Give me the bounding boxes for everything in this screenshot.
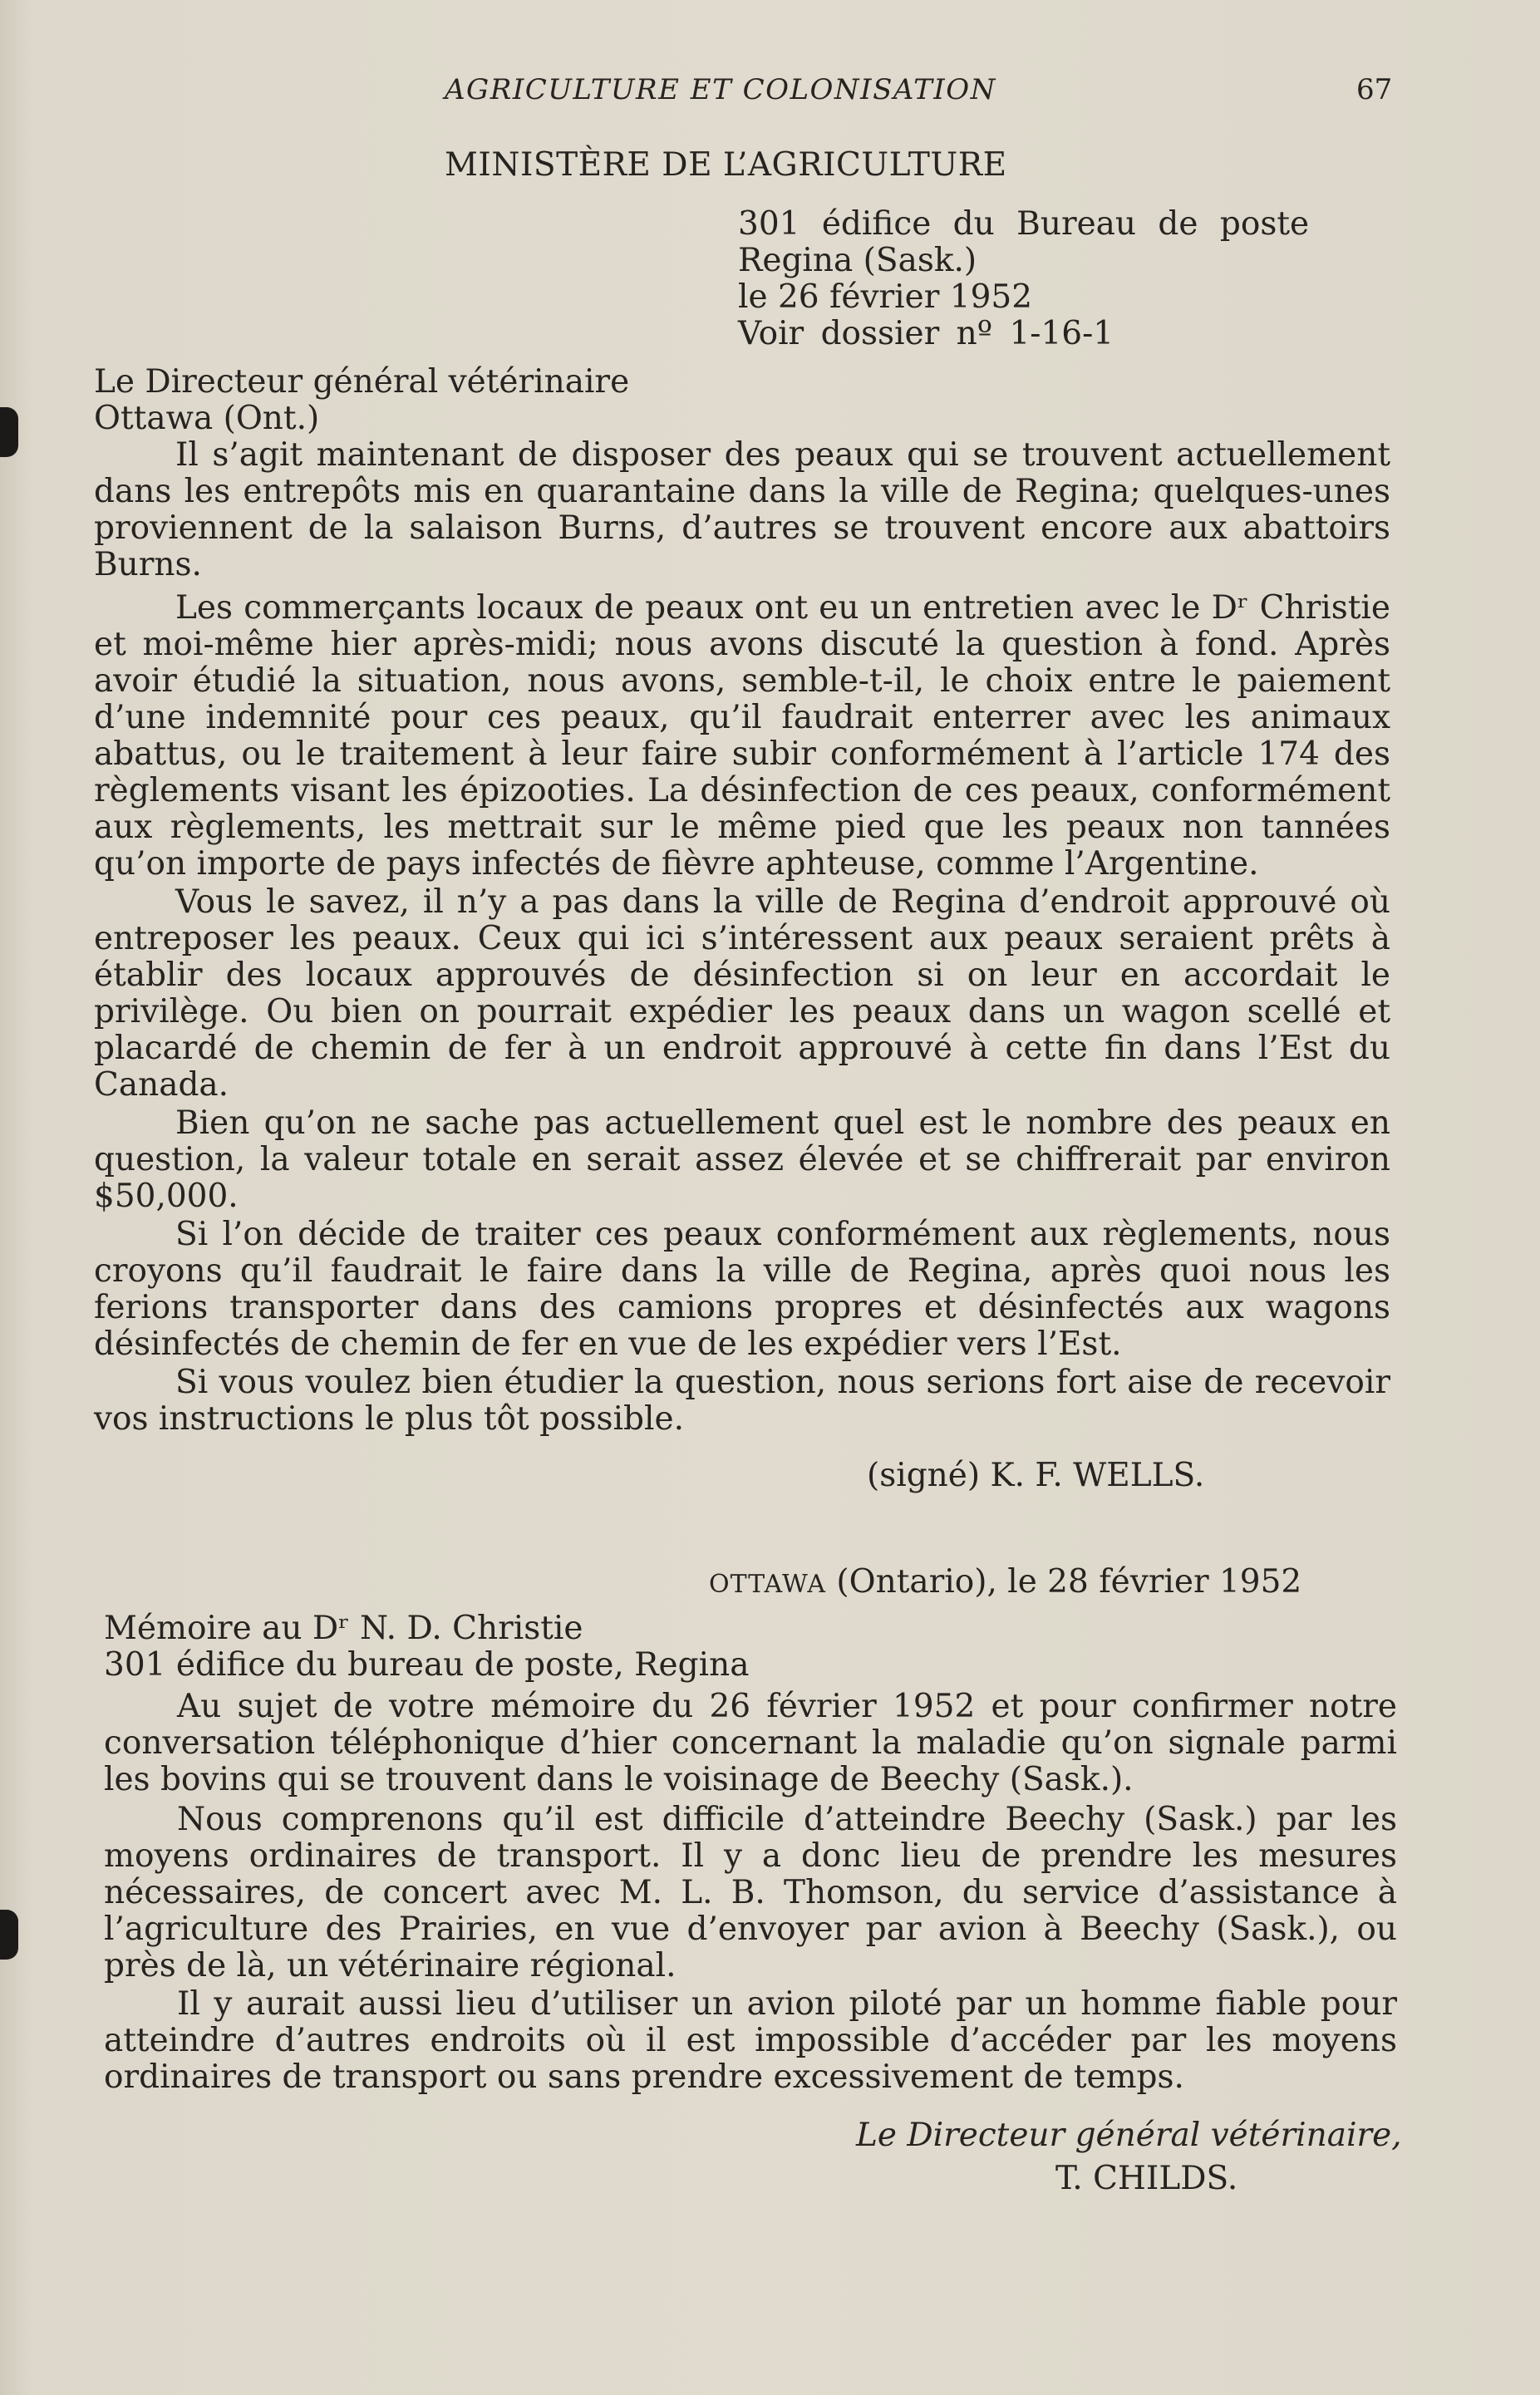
letter1-date: le 26 février 1952	[738, 278, 1033, 316]
letter1-address-line: Regina (Sask.)	[738, 242, 977, 279]
page-number: 67	[1356, 73, 1393, 106]
letter2-dateline-city: OTTAWA	[709, 1570, 826, 1599]
letter2-dateline-date: (Ontario), le 28 février 1952	[826, 1563, 1302, 1601]
letter2-paragraph: Nous comprenons qu’il est difficile d’atteindre Beechy (Sask.) par les moyens ordinaires de transport. Il y a donc lieu de prendre les mesures nécessaires, de concert avec M. L. B. Thomson, du service d’assistance à l’agriculture des Prairies, en vue d’envoyer par avion à Beechy (Sask.), ou près de là, un vétérinaire régional.	[104, 1801, 1397, 1984]
letter2-dateline	[709, 1564, 1301, 1603]
binding-hole-mark	[0, 407, 18, 457]
letter1-paragraph: Il s’agit maintenant de disposer des peaux qui se trouvent actuellement dans les entrepôts mis en quarantaine dans la ville de Regina; quelques-unes proviennent de la salaison Burns, d’autres se trouvent encore aux abattoirs Burns.	[94, 436, 1390, 583]
letter1-file-reference: Voir dossier nº 1-16-1	[738, 315, 1114, 352]
letter1-signature: (signé) K. F. WELLS.	[867, 1457, 1205, 1494]
letter2-recipient: Mémoire au Dʳ N. D. Christie	[104, 1610, 583, 1647]
letter2-signature-title: Le Directeur général vétérinaire,	[856, 2117, 1402, 2154]
letter2-signature-name: T. CHILDS.	[1055, 2160, 1238, 2197]
letter1-paragraph: Les commerçants locaux de peaux ont eu un entretien avec le Dʳ Christie et moi-même hier après-midi; nous avons discuté la question à fond. Après avoir étudié la situation, nous avons, semble-t-il, le choix entre le paiement d’une indemnité pour ces peaux, qu’il faudrait enterrer avec les animaux abattus, ou le traitement à leur faire subir conformément à l’article 174 des règlements visant les épizooties. La désinfection de ces peaux, conformément aux règlements, les mettrait sur le même pied que les peaux non tannées qu’on importe de pays infectés de fièvre aphteuse, comme l’Argentine.	[94, 589, 1390, 883]
binding-hole-mark	[0, 1910, 18, 1960]
letter1-paragraph: Si l’on décide de traiter ces peaux conformément aux règlements, nous croyons qu’il faudrait le faire dans la ville de Regina, après quoi nous les ferions transporter dans des camions propres et désinfectés aux wagons désinfectés de chemin de fer en vue de les expédier vers l’Est.	[94, 1216, 1390, 1363]
letter1-recipient-city: Ottawa (Ont.)	[94, 400, 320, 437]
ministry-heading: MINISTÈRE DE L’AGRICULTURE	[445, 146, 1007, 184]
letter1-paragraph: Vous le savez, il n’y a pas dans la ville de Regina d’endroit approuvé où entreposer les peaux. Ceux qui ici s’intéressent aux peaux seraient prêts à établir des locaux approuvés de désinfection si on leur en accordait le privilège. Ou bien on pourrait expédier les peaux dans un wagon scellé et placardé de chemin de fer à un endroit approuvé à cette fin dans l’Est du Canada.	[94, 883, 1390, 1104]
letter1-paragraph: Bien qu’on ne sache pas actuellement quel est le nombre des peaux en question, la valeur totale en serait assez élevée et se chiffrerait par environ $50,000.	[94, 1104, 1390, 1215]
letter2-paragraph: Il y aurait aussi lieu d’utiliser un avion piloté par un homme fiable pour atteindre d’autres endroits où il est impossible d’accéder par les moyens ordinaires de transport ou sans prendre excessivement de temps.	[104, 1985, 1397, 2096]
letter2-paragraph: Au sujet de votre mémoire du 26 février 1952 et pour confirmer notre conversation téléphonique d’hier concernant la maladie qu’on signale parmi les bovins qui se trouvent dans le voisinage de Beechy (Sask.).	[104, 1688, 1397, 1798]
letter1-address-line: 301 édifice du Bureau de poste	[738, 205, 1310, 243]
running-head: AGRICULTURE ET COLONISATION	[445, 73, 996, 106]
letter1-paragraph: Si vous voulez bien étudier la question, nous serions fort aise de recevoir vos instructions le plus tôt possible.	[94, 1364, 1390, 1438]
letter1-recipient: Le Directeur général vétérinaire	[94, 363, 630, 401]
letter2-recipient-address: 301 édifice du bureau de poste, Regina	[104, 1646, 750, 1684]
